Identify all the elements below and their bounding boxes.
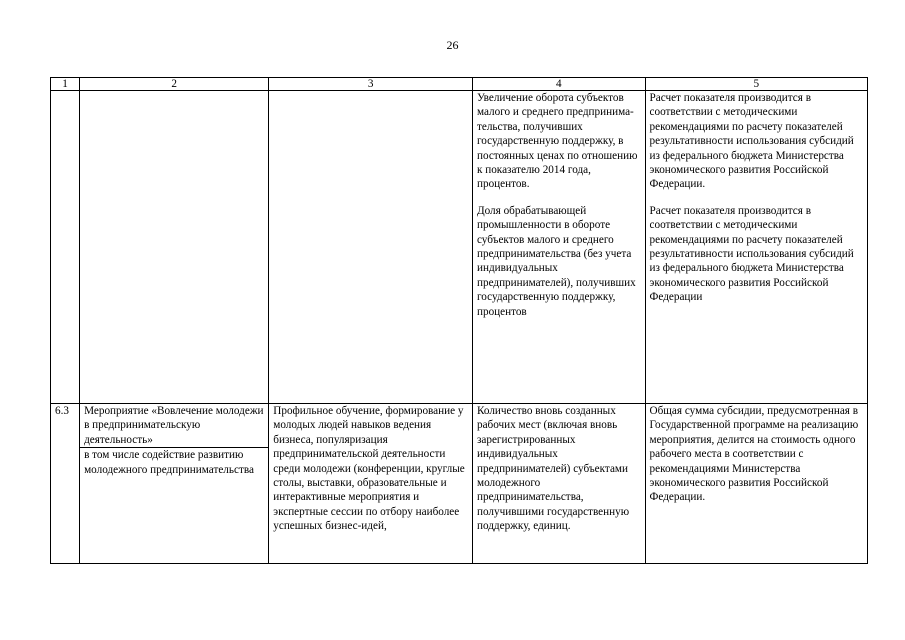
table-row-6-3 xyxy=(51,404,868,564)
cell-indicators xyxy=(472,91,645,404)
cell-number: 6.3 xyxy=(51,404,80,564)
cell-calculation xyxy=(645,91,867,404)
header-col-5: 5 xyxy=(645,78,867,91)
cell-description xyxy=(269,91,473,404)
header-col-2: 2 xyxy=(80,78,269,91)
measures-table xyxy=(50,77,868,564)
measure-subtitle: в том числе содействие развитию молодежного предпринимательства xyxy=(84,449,254,476)
indicator-text: Доля обрабатывающей промышленности в обороте субъектов малого и среднего предпринимательства (без учета индивидуальных предпринимателей), получивших государственную поддержку, процентов xyxy=(476,204,636,318)
calculation-text: Расчет показателя производится в соответствии с методическими рекомендациями по расчету показателей результативности использования субсидий из федерального бюджета Министерства экономического развития Российской Федерации xyxy=(649,204,854,304)
measure-title: Мероприятие «Вовлечение молодежи в предпринимательскую деятельность» xyxy=(80,404,268,448)
page-number: 26 xyxy=(446,38,459,52)
calculation-text: Расчет показателя производится в соответствии с методическими рекомендациями по расчету показателей результативности использования субсидий из федерального бюджета Министерства экономического развития Российской Федерации. xyxy=(649,92,854,191)
cell-measure xyxy=(80,91,269,404)
cell-indicators: Количество вновь созданных рабочих мест (включая вновь зарегистрированных индивидуальных предпринимателей) субъектами молодежного предпринимательства, получившими государственную поддержку, единиц. xyxy=(472,404,645,564)
header-col-1: 1 xyxy=(51,78,80,91)
header-col-4: 4 xyxy=(472,78,645,91)
cell-measure xyxy=(80,404,269,564)
table-row-continuation xyxy=(51,91,868,404)
cell-description: Профильное обучение, формирование у молодых людей навыков ведения бизнеса, популяризация предпринимательской деятельности среди молодежи (конференции, круглые столы, выставки, образовательные и интерактивные мероприятия и экспертные сессии по отбору наиболее успешных бизнес-идей, xyxy=(269,404,473,564)
cell-calculation: Общая сумма субсидии, предусмотренная в Государственной программе на реализацию мероприятия, делится на стоимость одного рабочего места в соответствии с рекомендациями Министерства экономического развития Российской Федерации. xyxy=(645,404,867,564)
cell-number xyxy=(51,91,80,404)
header-col-3: 3 xyxy=(269,78,473,91)
table-header-row xyxy=(51,78,868,91)
indicator-text: Увеличение оборота субъектов малого и среднего предпринима-тельства, получивших государственную поддержку, в постоянных ценах по отношению к показателю 2014 года, процентов. xyxy=(476,92,638,191)
